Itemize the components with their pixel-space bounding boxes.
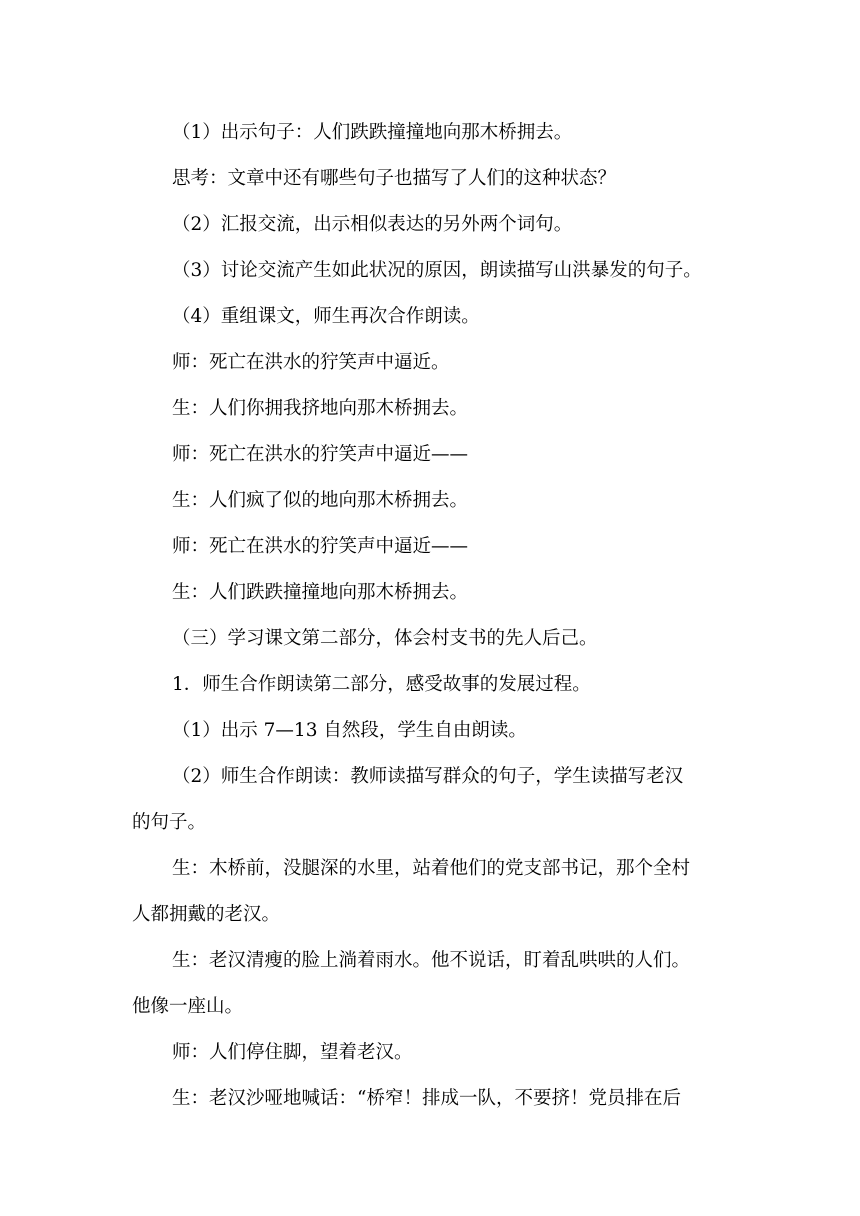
paragraph bbox=[132, 754, 732, 846]
paragraph-first-line: （2）师生合作朗读：教师读描写群众的句子，学生读描写老汉 bbox=[172, 766, 684, 787]
text-line: 师：死亡在洪水的狞笑声中逼近。 bbox=[172, 352, 450, 373]
text-line: （3）讨论交流产生如此状况的原因，朗读描写山洪暴发的句子。 bbox=[172, 260, 702, 281]
text-line: 思考：文章中还有哪些句子也描写了人们的这种状态？ bbox=[172, 168, 617, 189]
paragraph-continuation: 人都拥戴的老汉。 bbox=[132, 904, 281, 925]
paragraph bbox=[132, 938, 732, 1030]
paragraph-first-line: 生：木桥前，没腿深的水里，站着他们的党支部书记，那个全村 bbox=[172, 858, 691, 879]
document-body bbox=[132, 110, 732, 1122]
text-line: 师：死亡在洪水的狞笑声中逼近—— bbox=[172, 536, 469, 557]
paragraph-continuation: 他像一座山。 bbox=[132, 996, 244, 1017]
text-line: （2）汇报交流，出示相似表达的另外两个词句。 bbox=[172, 214, 573, 235]
text-line: 生：人们跌跌撞撞地向那木桥拥去。 bbox=[172, 582, 469, 603]
section-heading: （三）学习课文第二部分，体会村支书的先人后己。 bbox=[172, 628, 598, 649]
text-line: 师：死亡在洪水的狞笑声中逼近—— bbox=[172, 444, 469, 465]
paragraph bbox=[132, 846, 732, 938]
paragraph-continuation: 的句子。 bbox=[132, 812, 207, 833]
text-line: （4）重组课文，师生再次合作朗读。 bbox=[172, 306, 480, 327]
text-line: 1．师生合作朗读第二部分，感受故事的发展过程。 bbox=[172, 674, 591, 695]
text-line: 师：人们停住脚，望着老汉。 bbox=[172, 1042, 413, 1063]
text-line: （1）出示 7—13 自然段，学生自由朗读。 bbox=[172, 720, 527, 741]
text-line: 生：人们你拥我挤地向那木桥拥去。 bbox=[172, 398, 469, 419]
text-line: 生：人们疯了似的地向那木桥拥去。 bbox=[172, 490, 469, 511]
text-line: （1）出示句子：人们跌跌撞撞地向那木桥拥去。 bbox=[172, 122, 573, 143]
text-line: 生：老汉沙哑地喊话：“桥窄！排成一队，不要挤！党员排在后 bbox=[172, 1088, 681, 1109]
paragraph-first-line: 生：老汉清瘦的脸上淌着雨水。他不说话，盯着乱哄哄的人们。 bbox=[172, 950, 691, 971]
